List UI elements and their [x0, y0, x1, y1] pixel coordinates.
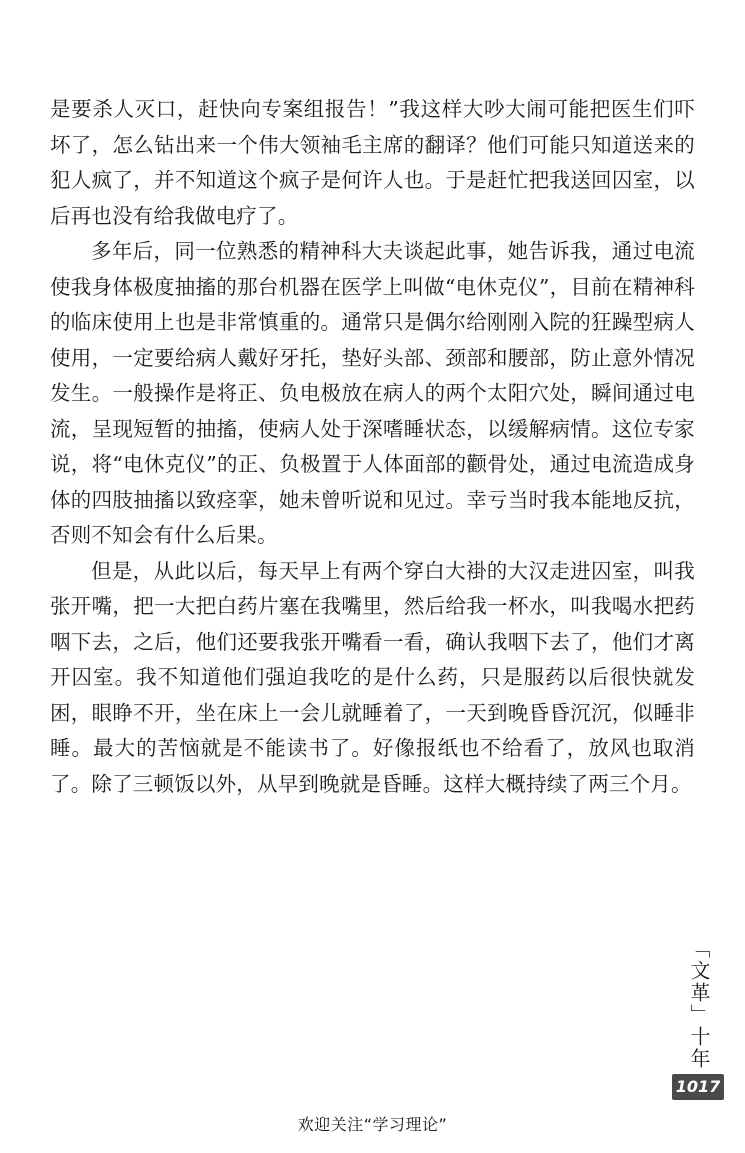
body-text — [50, 92, 695, 802]
running-title-suffix: 十年 — [687, 1026, 711, 1070]
footer-note: 欢迎关注“学习理论” — [297, 1115, 448, 1134]
paragraph-medication: 但是，从此以后，每天早上有两个穿白大褂的大汉走进囚室，叫我张开嘴，把一大把白药片塞在我嘴里，然后给我一杯水，叫我喝水把药咽下去，之后，他们还要我张开嘴看一看，确认我咽下去了，他们才离开囚室。我不知道他们强迫我吃的是什么药，只是服药以后很快就发困，眼睁不开，坐在床上一会儿就睡着了，一天到晚昏昏沉沉，似睡非睡。最大的苦恼就是不能读书了。好像报纸也不给看了，放风也取消了。除了三顿饭以外，从早到晚就是昏睡。这样大概持续了两三个月。 — [50, 558, 695, 796]
paragraph-electroshock: 多年后，同一位熟悉的精神科大夫谈起此事，她告诉我，通过电流使我身体极度抽搐的那台机器在医学上叫做“电休克仪”，目前在精神科的临床使用上也是非常慎重的。通常只是偶尔给刚刚入院的狂躁型病人使用，一定要给病人戴好牙托，垫好头部、颈部和腰部，防止意外情况发生。一般操作是将正、负电极放在病人的两个太阳穴处，瞬间通过电流，呈现短暂的抽搐，使病人处于深嗜睡状态，以缓解病情。这位专家说，将“电休克仪”的正、负极置于人体面部的颧骨处，通过电流造成身体的四肢抽搐以致痉挛，她未曾听说和见过。幸亏当时我本能地反抗，否则不知会有什么后果。 — [50, 239, 695, 547]
running-title-book: 「文革」 — [687, 938, 711, 1026]
paragraph-continued: 是要杀人灭口，赶快向专案组报告！”我这样大吵大闹可能把医生们吓坏了，怎么钻出来一个伟大领袖毛主席的翻译？他们可能只知道送来的犯人疯了，并不知道这个疯子是何许人也。于是赶忙把我送回囚室，以后再也没有给我做电疗了。 — [50, 97, 695, 228]
running-title — [681, 938, 717, 1070]
page-number: 1017 — [672, 1074, 724, 1100]
